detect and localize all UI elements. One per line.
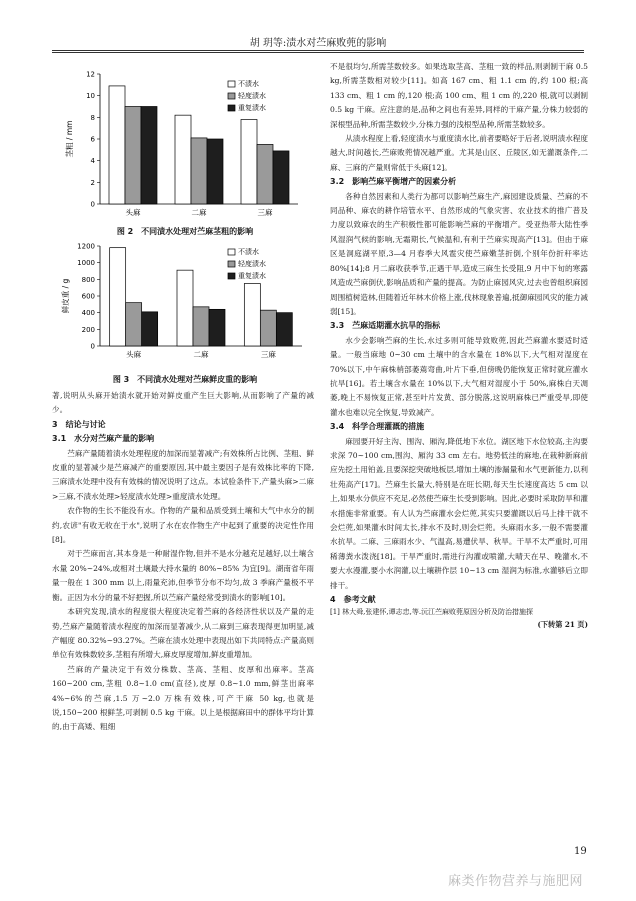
section-3-1-heading: 3.1 水分对苎麻产量的影响 xyxy=(52,434,155,444)
bar-1 xyxy=(110,248,126,346)
y-tick-label: 200 xyxy=(81,325,95,334)
category-label: 头麻 xyxy=(125,208,141,217)
figure-2-chart xyxy=(62,64,306,226)
bar-2 xyxy=(257,144,273,204)
legend-label: 不渍水 xyxy=(238,248,259,256)
legend-swatch xyxy=(228,273,235,279)
bar-2 xyxy=(193,307,209,346)
right-column xyxy=(330,60,588,633)
legend-label: 轻度渍水 xyxy=(238,92,266,100)
y-tick-label: 10 xyxy=(86,92,95,101)
header-rule xyxy=(52,50,584,51)
left-paragraph-4: 本研究发现,渍水的程度很大程度决定着苎麻的各经济性状以及产量的走势,苎麻产量随着渍水程度的加深而显著减少,从二麻到三麻表现得更加明显,减产幅度 80.32%~93.27%。苎麻在渍水处理中表现出如下共同特点:产量高则单位有效株数较多,茎粗有所增大,麻皮厚度增加,鲜皮重增加。 xyxy=(52,607,314,660)
category-label: 头麻 xyxy=(126,350,142,359)
figure-3-caption: 图 3 不同渍水处理对苎麻鲜皮重的影响 xyxy=(112,375,258,384)
left-paragraph-0: 著,说明从头麻开始渍水就开始对鲜皮重产生巨大影响,从而影响了产量的减少。 xyxy=(52,391,314,415)
bar-1 xyxy=(244,284,260,347)
section-3-heading: 3 结论与讨论 xyxy=(52,419,106,429)
legend-swatch xyxy=(228,81,235,87)
bar-1 xyxy=(175,115,191,204)
bar-2 xyxy=(126,303,142,346)
legend-swatch xyxy=(228,261,235,267)
bar-1 xyxy=(109,86,125,204)
y-tick-label: 600 xyxy=(81,292,95,301)
y-tick-label: 800 xyxy=(81,275,95,284)
left-column xyxy=(52,389,314,735)
left-paragraph-3: 对于苎麻而言,其本身是一种耐湿作物,但并不是水分越充足越好,以土壤含水量 20%~24%,或相对土壤最大持水量的 80%~85% 为宜[9]。湖南省年雨量一般在 1 300 mm 以上,雨量充沛,但季节分布不均匀,故 3 季麻产量极不平衡。正因为水分的量不好把握,所以苎麻产量经常受到渍水的影响[10]。 xyxy=(52,549,314,602)
left-paragraph-2: 农作物的生长不能没有水。作物的产量和品质受到土壤和大气中水分的制约,农谚"有收无收在于水",说明了水在农作物生产中起到了重要的决定性作用[8]。 xyxy=(52,506,314,545)
bar-3 xyxy=(273,151,289,204)
left-paragraph-1: 苎麻产量随着渍水处理程度的加深而显著减产;有效株所占比例、茎粗、鲜皮重的显著减少是苎麻减产的重要原因,其中最主要因子是有效株比率的下降,三麻渍水处理中没有有效株的情况说明了这点。本试验条件下,产量头麻>二麻>三麻,不渍水处理>轻度渍水处理>重度渍水处理。 xyxy=(52,448,314,501)
y-tick-label: 400 xyxy=(81,309,95,318)
bar-1 xyxy=(177,270,193,346)
legend-label: 不渍水 xyxy=(238,80,259,88)
category-label: 三麻 xyxy=(257,208,273,217)
right-paragraph-3: 各种自然因素和人类行为都可以影响苎麻生产,麻园建设质量、苎麻的不同品种、麻农的耕作培管水平、自然形成的气象灾害、农业技术的推广普及力度以致麻农的生产积极性都可能影响苎麻的平衡增产。受亚热带大陆性季风湿润气候的影响,无霜期长,气候温和,有利于苎麻实现高产[13]。但由于麻区是洞庭湖平原,3—4 月春季大风雹灾使苎麻嫩茎折倒,个别年份折秆率达 80%[14];8 月二麻收获季节,正遇干旱,造成三麻生长受阻,9 月中下旬的寒露风造成苎麻倒伏,影响品质和产量的提高。为防止麻园风灾,过去也曾组织麻园周围植树造林,但随着近年林木价格上涨,伐林现象普遍,抵御麻园风灾的能力减弱[15]。 xyxy=(330,191,588,316)
bar-2 xyxy=(125,107,141,205)
right-paragraph-1: 不是很均匀,所需茎数较多。如果选取茎高、茎粗一致的样品,则剥制干麻 0.5 kg,所需茎数相对较少[11]。如高 167 cm、粗 1.1 cm 的,约 100 根;高 133 cm、粗 1 cm 的,120 根;高 100 cm、粗 1 cm 的,220 根,就可以剥制 0.5 kg 干麻。应注意的是,品种之间也有差异,同样的干麻产量,分株力较弱的深根型品种,所需茎数较少,分株力强的浅根型品种,所需茎数较多。 xyxy=(330,62,588,129)
legend-label: 轻度渍水 xyxy=(238,260,266,268)
y-tick-label: 0 xyxy=(90,342,95,351)
legend-swatch xyxy=(228,93,235,99)
y-tick-label: 2 xyxy=(90,178,95,187)
watermark: 麻类作物营养与施肥网 xyxy=(448,874,584,889)
section-3-4-heading: 3.4 科学合理灌溉的措施 xyxy=(330,422,425,432)
section-3-3-heading: 3.3 苎麻适期灌水抗旱的指标 xyxy=(330,321,441,331)
figure-3-chart xyxy=(58,240,310,370)
category-label: 三麻 xyxy=(260,350,276,359)
y-tick-label: 1000 xyxy=(77,259,95,268)
bar-3 xyxy=(141,107,157,205)
category-label: 二麻 xyxy=(193,350,209,359)
y-axis-label: 鲜皮重 / g xyxy=(61,278,70,314)
legend-label: 重复渍水 xyxy=(238,104,266,112)
bar-3 xyxy=(142,312,158,346)
continued-note: (下转第 21 页) xyxy=(537,620,588,630)
right-paragraph-4: 水少会影响苎麻的生长,水过多则可能导致败蔸,因此苎麻灌水要适时适量。一般当麻地 0~30 cm 土壤中的含水量在 18%以下,大气相对湿度在 70%以下,中午麻株梢部萎蔫弯曲,叶片下垂,但傍晚仍能恢复正常时就应灌水抗旱[16]。若土壤含水量在 10%以下,大气相对湿度小于 50%,麻株白天凋萎,晚上不易恢复正常,甚至叶片发黄、部分脱落,这说明麻株已严重受旱,即使灌水也难以完全恢复,导致减产。 xyxy=(330,335,588,417)
category-label: 二麻 xyxy=(191,208,207,217)
legend-label: 重复渍水 xyxy=(238,272,266,280)
bar-3 xyxy=(209,309,225,346)
right-paragraph-2: 从渍水程度上看,轻度渍水与重度渍水比,前者要略好于后者,说明渍水程度越大,时间越长,苎麻败蔸情况越严重。尤其是山区、丘陵区,如无灌溉条件,二麻、三麻的产量则常低于头麻[12]。 xyxy=(330,134,588,172)
legend-swatch xyxy=(228,249,235,255)
y-axis-label: 茎粗 / mm xyxy=(65,120,74,158)
bar-3 xyxy=(276,313,292,346)
reference-1: [1] 林大舜,张建怀,谭志忠,等.沅江苎麻败蔸原因分析及防治措施探 xyxy=(330,608,534,617)
y-tick-label: 0 xyxy=(90,200,95,209)
bar-2 xyxy=(260,310,276,346)
figure-2-caption: 图 2 不同渍水处理对苎麻茎粗的影响 xyxy=(116,227,254,236)
section-4-heading: 4 参考文献 xyxy=(330,595,376,605)
y-tick-label: 8 xyxy=(90,113,95,122)
bar-3 xyxy=(207,139,223,204)
page-number: 19 xyxy=(574,846,587,857)
bar-1 xyxy=(241,120,257,205)
y-tick-label: 6 xyxy=(90,135,95,144)
right-paragraph-5: 麻园要开好主沟、围沟、厢沟,降低地下水位。湖区地下水位较高,主沟要求深 70~100 cm,围沟、厢沟 33 cm 左右。地势低洼的麻地,在栽种新麻前应先挖土用铂盖,且要深挖突破地板层,增加土壤的渗漏量和水气更新能力,以利壮苑高产[17]。苎麻生长量大,特别是在旺长期,每天生长速度高达 5 cm 以上,如果水分供应不充足,必然使苎麻生长受到影响。因此,必要时采取防旱和灌水措施非常重要。有人认为苎麻灌水会烂蔸,其实只要灌溉以后马上排干就不会烂蔸,如果灌水时间太长,排水不及时,则会烂蔸。头麻雨水多,一般不需要灌水抗旱。二麻、三麻雨水少、气温高,易遭伏旱、秋旱。干旱不太严重时,可用稀薄粪水泼浇[18]。干旱严重时,需进行沟灌或喷灌,大晴天在早、晚灌水,不要大水漫灌,要小水润灌,以土壤耕作层 10~13 cm 湿润为标准,水灌够后立即排干。 xyxy=(330,436,588,590)
header-rule-2 xyxy=(52,52,584,53)
bar-2 xyxy=(191,138,207,204)
y-tick-label: 1200 xyxy=(77,242,95,251)
left-paragraph-5: 苎麻的产量决定于有效分株数、茎高、茎粗、皮厚和出麻率。茎高 160~200 cm,茎粗 0.8~1.0 cm(直径),皮厚 0.8~1.0 mm,鲜茎出麻率 4%~6%的苎麻,1.5 万~2.0 万株有效株,可产干麻 50 kg,也就是说,150~200 根鲜茎,可剥制 0.5 kg 干麻。以上是根据麻田中的群体平均计算的,由于高矮、粗细 xyxy=(52,664,314,732)
section-3-2-heading: 3.2 影响苎麻平衡增产的因素分析 xyxy=(330,177,457,187)
legend-swatch xyxy=(228,105,235,111)
y-tick-label: 12 xyxy=(86,70,95,79)
running-title: 胡 玥等:渍水对苎麻败蔸的影响 xyxy=(249,38,387,49)
y-tick-label: 4 xyxy=(90,157,95,166)
